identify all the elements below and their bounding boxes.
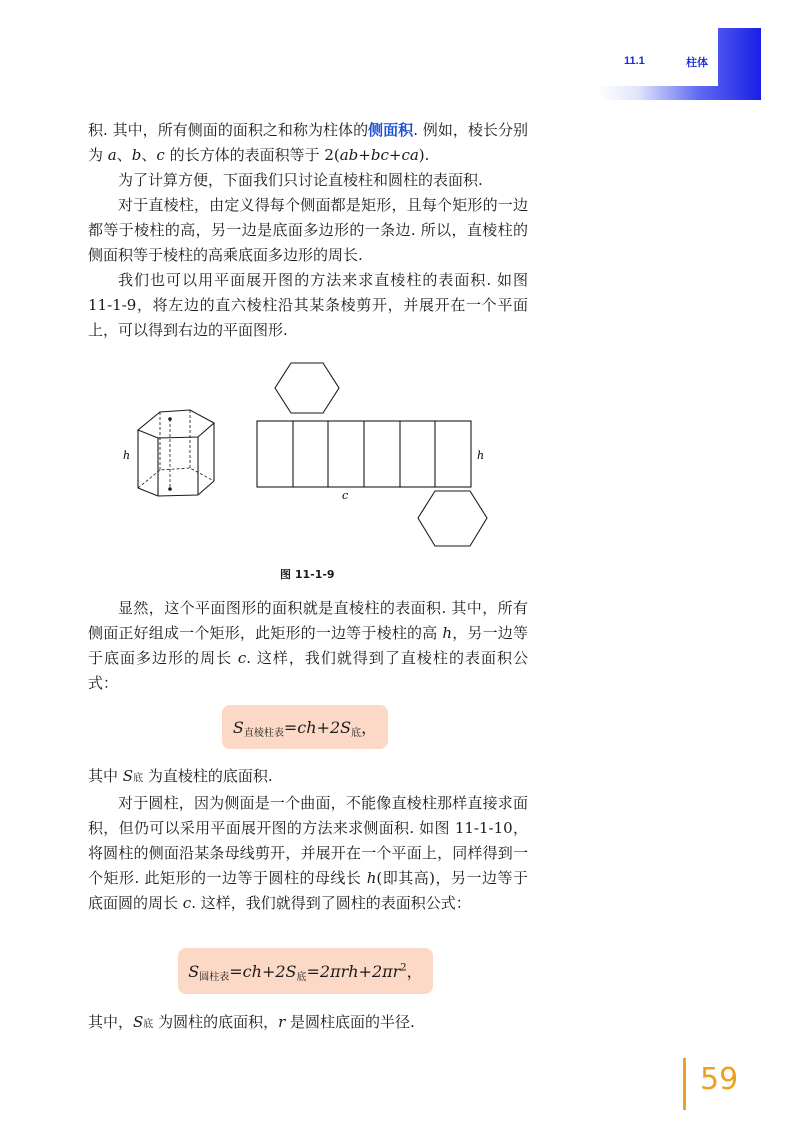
figure-caption: 图 11-1-9	[280, 568, 335, 581]
net-lateral-rectangle	[257, 421, 471, 487]
term-lateral-area: 侧面积	[368, 121, 414, 139]
page-number: 59	[700, 1062, 739, 1097]
figure-prism-net	[120, 355, 500, 555]
paragraph-5: 显然，这个平面图形的面积就是直棱柱的表面积. 其中，所有侧面正好组成一个矩形，此矩形的一边等于棱柱的高 h，另一边等于底面多边形的周长 c. 这样，我们就得到了直棱柱的表面积公式：	[88, 599, 528, 692]
text-final	[88, 1010, 528, 1037]
paragraph-8: 其中，S底 为圆柱的底面积，r 是圆柱底面的半径.	[88, 1013, 415, 1031]
formula-prism-surface: $S_{直棱柱表}=ch+2S_底$，	[222, 705, 388, 749]
text-upper	[88, 118, 528, 343]
label-c: c	[342, 489, 349, 502]
paragraph-1: 积. 其中，所有侧面的面积之和称为柱体的侧面积. 例如，棱长分别为 a、b、c 的长方体的表面积等于 2(ab+bc+ca).	[88, 121, 528, 164]
label-h-right: h	[477, 449, 485, 462]
net-bottom-hexagon	[418, 491, 487, 546]
paragraph-2: 为了计算方便，下面我们只讨论直棱柱和圆柱的表面积.	[118, 171, 483, 189]
paragraph-6: 其中 S底 为直棱柱的底面积.	[88, 767, 273, 785]
hexagonal-prism-drawing	[138, 410, 214, 496]
page-number-rule	[683, 1058, 686, 1110]
net-top-hexagon	[275, 363, 339, 413]
paragraph-3: 对于直棱柱，由定义得每个侧面都是矩形，且每个矩形的一边都等于棱柱的高，另一边是底面多边形的一条边. 所以，直棱柱的侧面积等于棱柱的高乘底面多边形的周长.	[88, 196, 528, 264]
paragraph-4: 我们也可以用平面展开图的方法来求直棱柱的表面积. 如图 11-1-9，将左边的直六棱柱沿其某条棱剪开，并展开在一个平面上，可以得到右边的平面图形.	[88, 271, 528, 339]
text-lower	[88, 764, 528, 916]
formula-cylinder-surface: $S_{圆柱表}=ch+2S_底=2\pi rh+2\pi r^2$，	[178, 948, 433, 994]
label-h-left: h	[123, 449, 131, 462]
header-section-title: 柱体	[686, 56, 708, 69]
paragraph-7: 对于圆柱，因为侧面是一个曲面，不能像直棱柱那样直接求面积，但仍可以采用平面展开图的方法来求侧面积. 如图 11-1-10，将圆柱的侧面沿某条母线剪开，并展开在一个平面上，同样得到一个矩形. 此矩形的一边等于圆柱的母线长 h(即其高)，另一边等于底面圆的周长 c. 这样，我们就得到了圆柱的表面积公式：	[88, 794, 528, 912]
header-section-number: 11.1	[624, 55, 645, 67]
text-middle	[88, 596, 528, 696]
